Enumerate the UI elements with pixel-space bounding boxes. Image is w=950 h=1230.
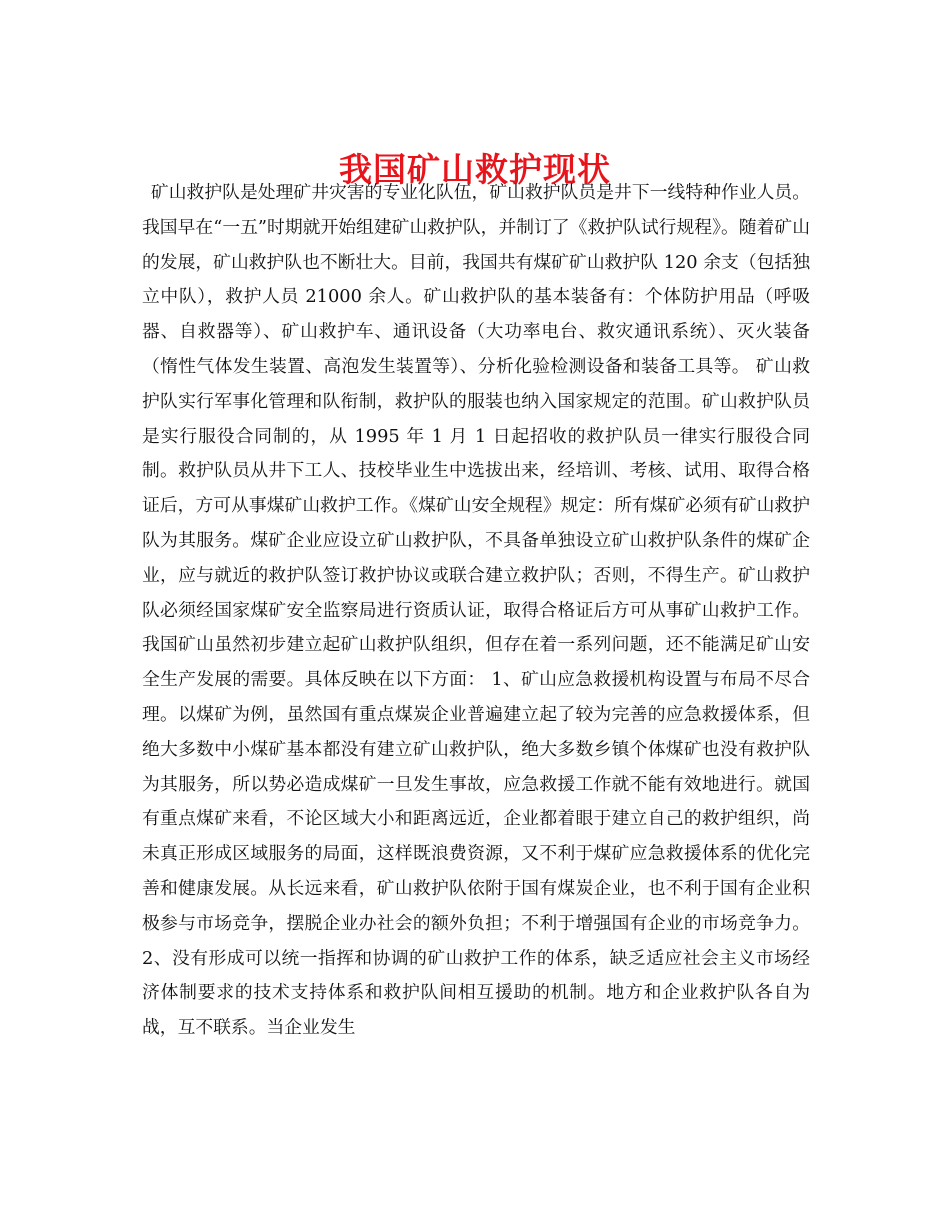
body-paragraph: 矿山救护队是处理矿井灾害的专业化队伍，矿山救护队员是井下一线特种作业人员。我国早在“一五”时期就开始组建矿山救护队，并制订了《救护队试行规程》。随着矿山的发展，矿山救护队也不断壮大。目前，我国共有煤矿矿山救护队 120 余支（包括独立中队），救护人员 21000 余人。矿山救护队的基本装备有：个体防护用品（呼吸器、自救器等）、矿山救护车、通讯设备（大功率电台、救灾通讯系统）、灭火装备（惰性气体发生装置、高泡发生装置等）、分析化验检测设备和装备工具等。 矿山救护队实行军事化管理和队衔制，救护队的服装也纳入国家规定的范围。矿山救护队员是实行服役合同制的，从 1995 年 1 月 1 日起招收的救护队员一律实行服役合同制。救护队员从井下工人、技校毕业生中选拔出来，经培训、考核、试用、取得合格证后，方可从事煤矿山救护工作。《煤矿山安全规程》规定：所有煤矿必须有矿山救护队为其服务。煤矿企业应设立矿山救护队，不具备单独设立矿山救护队条件的煤矿企业，应与就近的救护队签订救护协议或联合建立救护队；否则，不得生产。矿山救护队必须经国家煤矿安全监察局进行资质认证，取得合格证后方可从事矿山救护工作。 我国矿山虽然初步建立起矿山救护队组织，但存在着一系列问题，还不能满足矿山安全生产发展的需要。具体反映在以下方面： 1、矿山应急救援机构设置与布局不尽合理。以煤矿为例，虽然国有重点煤炭企业普遍建立起了较为完善的应急救援体系，但绝大多数中小煤矿基本都没有建立矿山救护队，绝大多数乡镇个体煤矿也没有救护队为其服务，所以势必造成煤矿一旦发生事故，应急救援工作就不能有效地进行。就国有重点煤矿来看，不论区域大小和距离远近，企业都着眼于建立自己的救护组织，尚未真正形成区域服务的局面，这样既浪费资源，又不利于煤矿应急救援体系的优化完善和健康发展。从长远来看，矿山救护队依附于国有煤炭企业，也不利于国有企业积极参与市场竞争，摆脱企业办社会的额外负担；不利于增强国有企业的市场竞争力。 2、没有形成可以统一指挥和协调的矿山救护工作的体系，缺乏适应社会主义市场经济体制要求的技术支持体系和救护队间相互援助的机制。地方和企业救护队各自为战，互不联系。当企业发生: [142, 182, 810, 1039]
page-title: 我国矿山救护现状: [339, 150, 611, 190]
